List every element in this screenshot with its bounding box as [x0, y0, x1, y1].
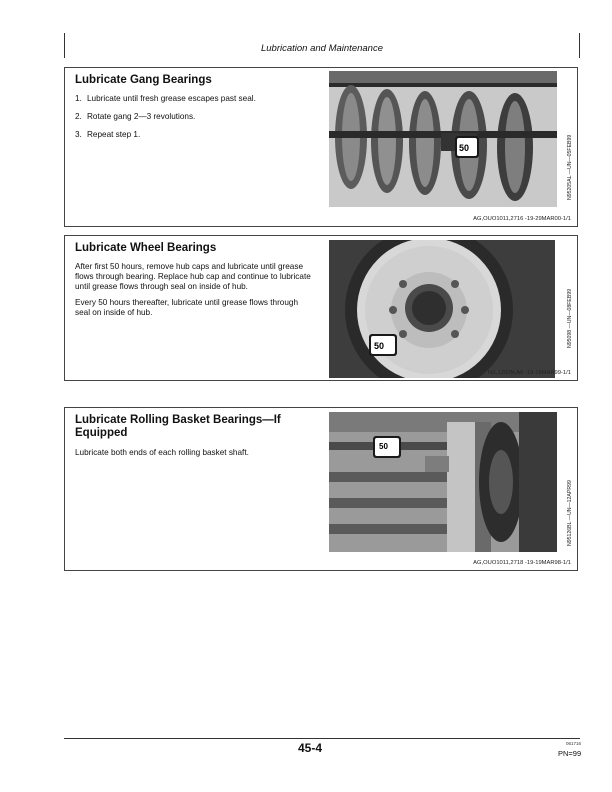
rolling-basket-photo [329, 412, 557, 552]
page-header-title: Lubrication and Maintenance [260, 43, 383, 54]
section-wheel-bearings [64, 235, 578, 381]
grease-interval-label: 50 [459, 143, 470, 153]
reference-code: AG,OUO1011,2716 -19-29MAR00-1/1 [473, 216, 571, 222]
image-code: N95098 —UN—08FEB99 [567, 288, 573, 348]
paragraph: After first 50 hours, remove hub caps and lubricate until grease flows through bearing. Replace hub cap and continue to lubricate until grease flows through seal on inside of hub. [75, 262, 311, 291]
section-body [75, 448, 315, 464]
paragraph: Lubricate both ends of each rolling basket shaft. [75, 448, 249, 457]
image-code: N95205AL —UN—05FEB99 [567, 134, 573, 200]
section-rolling-basket-bearings [64, 407, 578, 571]
step-item: 2. Rotate gang 2—3 revolutions. [75, 112, 196, 121]
wheel-hub-photo [329, 240, 555, 378]
page-number: 45-4 [298, 741, 323, 755]
pn-code: PN=99 [558, 749, 582, 758]
reference-code: AG,OUO1011,2718 -19-19MAR98-1/1 [473, 560, 571, 566]
section-steps [75, 94, 315, 148]
image-code: N95126BL —UN—12APR99 [567, 480, 573, 546]
paragraph: Every 50 hours thereafter, lubricate until grease flows through seal on inside of hub. [75, 298, 299, 317]
section-title: Lubricate Wheel Bearings [75, 242, 217, 254]
section-title: Lubricate Gang Bearings [75, 74, 212, 86]
section-title: Lubricate Rolling Basket Bearings—If Equipped [75, 414, 281, 439]
step-item: 1. Lubricate until fresh grease escapes past seal. [75, 94, 256, 103]
gang-bearings-photo [329, 71, 557, 207]
footer-rule [64, 738, 580, 739]
reference-code: NX,1200N,A6 -19-18MAR99-1/1 [487, 370, 571, 376]
section-gang-bearings [64, 67, 578, 227]
section-body [75, 262, 315, 324]
date-code: 061716 [566, 741, 582, 746]
step-item: 3. Repeat step 1. [75, 130, 141, 139]
grease-interval-label: 50 [379, 442, 388, 451]
grease-interval-label: 50 [374, 341, 385, 351]
